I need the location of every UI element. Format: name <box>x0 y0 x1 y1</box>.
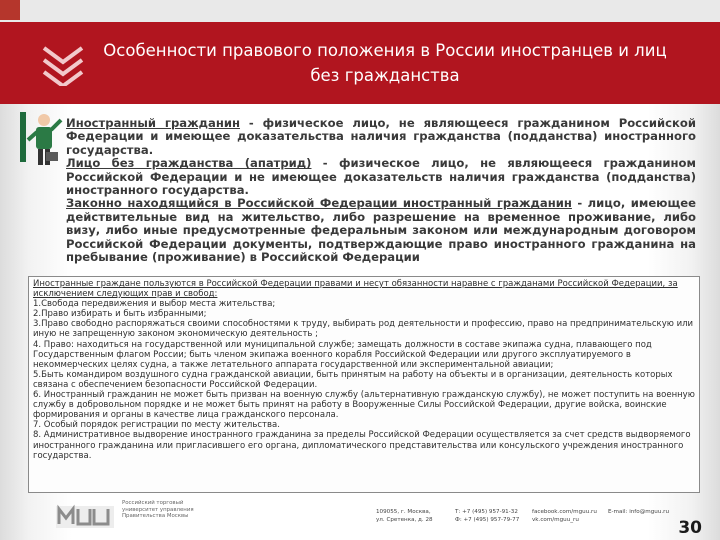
presenter-icon <box>18 110 64 170</box>
rights-item: 4. Право: находиться на государственной или муниципальной службе; замещать должности в составе экипажа судна, плавающего под Государственным флагом России; быть членом экипажа военного корабля Российской Федерации или другого эксплуатируемого в некоммерческих целях судна, а также летательного аппарата государственной или экспериментальной авиации; <box>33 339 652 370</box>
definitions-block <box>66 117 696 264</box>
vk-link[interactable]: vk.com/mguu_ru <box>532 517 579 523</box>
org-line: Правительства Москвы <box>122 513 189 520</box>
footer <box>0 496 720 540</box>
title-line-2: без гражданства <box>310 66 460 85</box>
university-name <box>122 500 222 520</box>
rights-item: 1.Свобода передвижения и выбор места жительства; <box>33 299 276 310</box>
rights-intro: Иностранные граждане пользуются в Российской Федерации правами и несут обязанности наравне с гражданами Российской Федерации, за исключением следующих прав и свобод: <box>33 279 678 300</box>
university-logo-icon <box>56 504 114 530</box>
facebook-link[interactable]: facebook.com/mguu.ru <box>532 509 597 515</box>
address <box>376 508 433 524</box>
page-number: 30 <box>678 518 702 538</box>
rights-exceptions-box <box>28 276 700 493</box>
definition-legal-resident <box>66 197 696 264</box>
rights-item: 2.Право избирать и быть избранными; <box>33 309 207 320</box>
rights-item: 7. Особый порядок регистрации по месту жительства. <box>33 420 280 431</box>
address-line: 109055, г. Москва, <box>376 509 431 515</box>
definition-text: - физическое лицо, не являющееся гражданином Российской Федерации и не имеющее доказательств наличия гражданства (подданства) иностранного государства. <box>66 156 696 198</box>
top-strip <box>0 0 720 22</box>
term-stateless-person: Лицо без гражданства (апатрид) <box>66 156 312 171</box>
org-line: Российский торговый <box>122 500 184 506</box>
rights-item: 8. Административное выдворение иностранного гражданина за пределы Российской Федерации осуществляется за счет средств выдворяемого иностранного гражданина или пригласившего его органа, дипломатического представительства или консульского учреждения иностранного государства. <box>33 430 691 461</box>
phone-fax <box>455 508 519 524</box>
org-line: университет управления <box>122 506 194 513</box>
page-title <box>95 38 675 88</box>
email <box>608 508 669 516</box>
definition-foreign-citizen <box>66 117 696 157</box>
header-banner <box>0 22 720 104</box>
social-links <box>532 508 597 524</box>
rights-item: 6. Иностранный гражданин не может быть призван на военную службу (альтернативную гражданскую службу), не может поступить на военную службу в добровольном порядке и не может быть принят на работу в Вооруженные Силы Российской Федерации, другие войска, воинские формирования и органы в качестве лица гражданского персонала. <box>33 390 695 421</box>
phone-line: Т: +7 (495) 957-91-32 <box>455 509 518 515</box>
email-link[interactable]: E-mail: info@mguu.ru <box>608 509 669 515</box>
term-legal-resident: Законно находящийся в Российской Федерации иностранный гражданин <box>66 196 572 211</box>
definition-stateless-person <box>66 157 696 197</box>
double-chevron-down-icon <box>40 42 86 86</box>
rights-item: 5.Быть командиром воздушного судна гражданской авиации, быть принятым на работу на объекты и в организации, деятельность которых связана с обеспечением безопасности Российской Федерации. <box>33 369 673 390</box>
definition-text: - лицо, имеющее действительные вид на жительство, либо разрешение на временное проживание, либо визу, либо иные предусмотренные федеральным законом или международным договором Российской Федерации документы, подтверждающие право иностранного гражданина на пребывание (проживание) в Российской Федерации <box>66 196 696 265</box>
corner-ornament <box>0 0 20 20</box>
title-line-1: Особенности правового положения в России иностранцев и лиц <box>103 41 667 60</box>
fax-line: Ф: +7 (495) 957-79-77 <box>455 517 520 523</box>
term-foreign-citizen: Иностранный гражданин <box>66 116 240 130</box>
rights-item: 3.Право свободно распоряжаться своими способностями к труду, выбирать род деятельности и профессию, право на предпринимательскую или иную не запрещенную законом экономическую деятельность ; <box>33 319 694 340</box>
definition-text: - физическое лицо, не являющееся гражданином Российской Федерации и имеющее доказательства наличия гражданства (подданства) иностранного государства. <box>66 116 696 157</box>
address-line: ул. Сретенка, д. 28 <box>376 517 433 523</box>
